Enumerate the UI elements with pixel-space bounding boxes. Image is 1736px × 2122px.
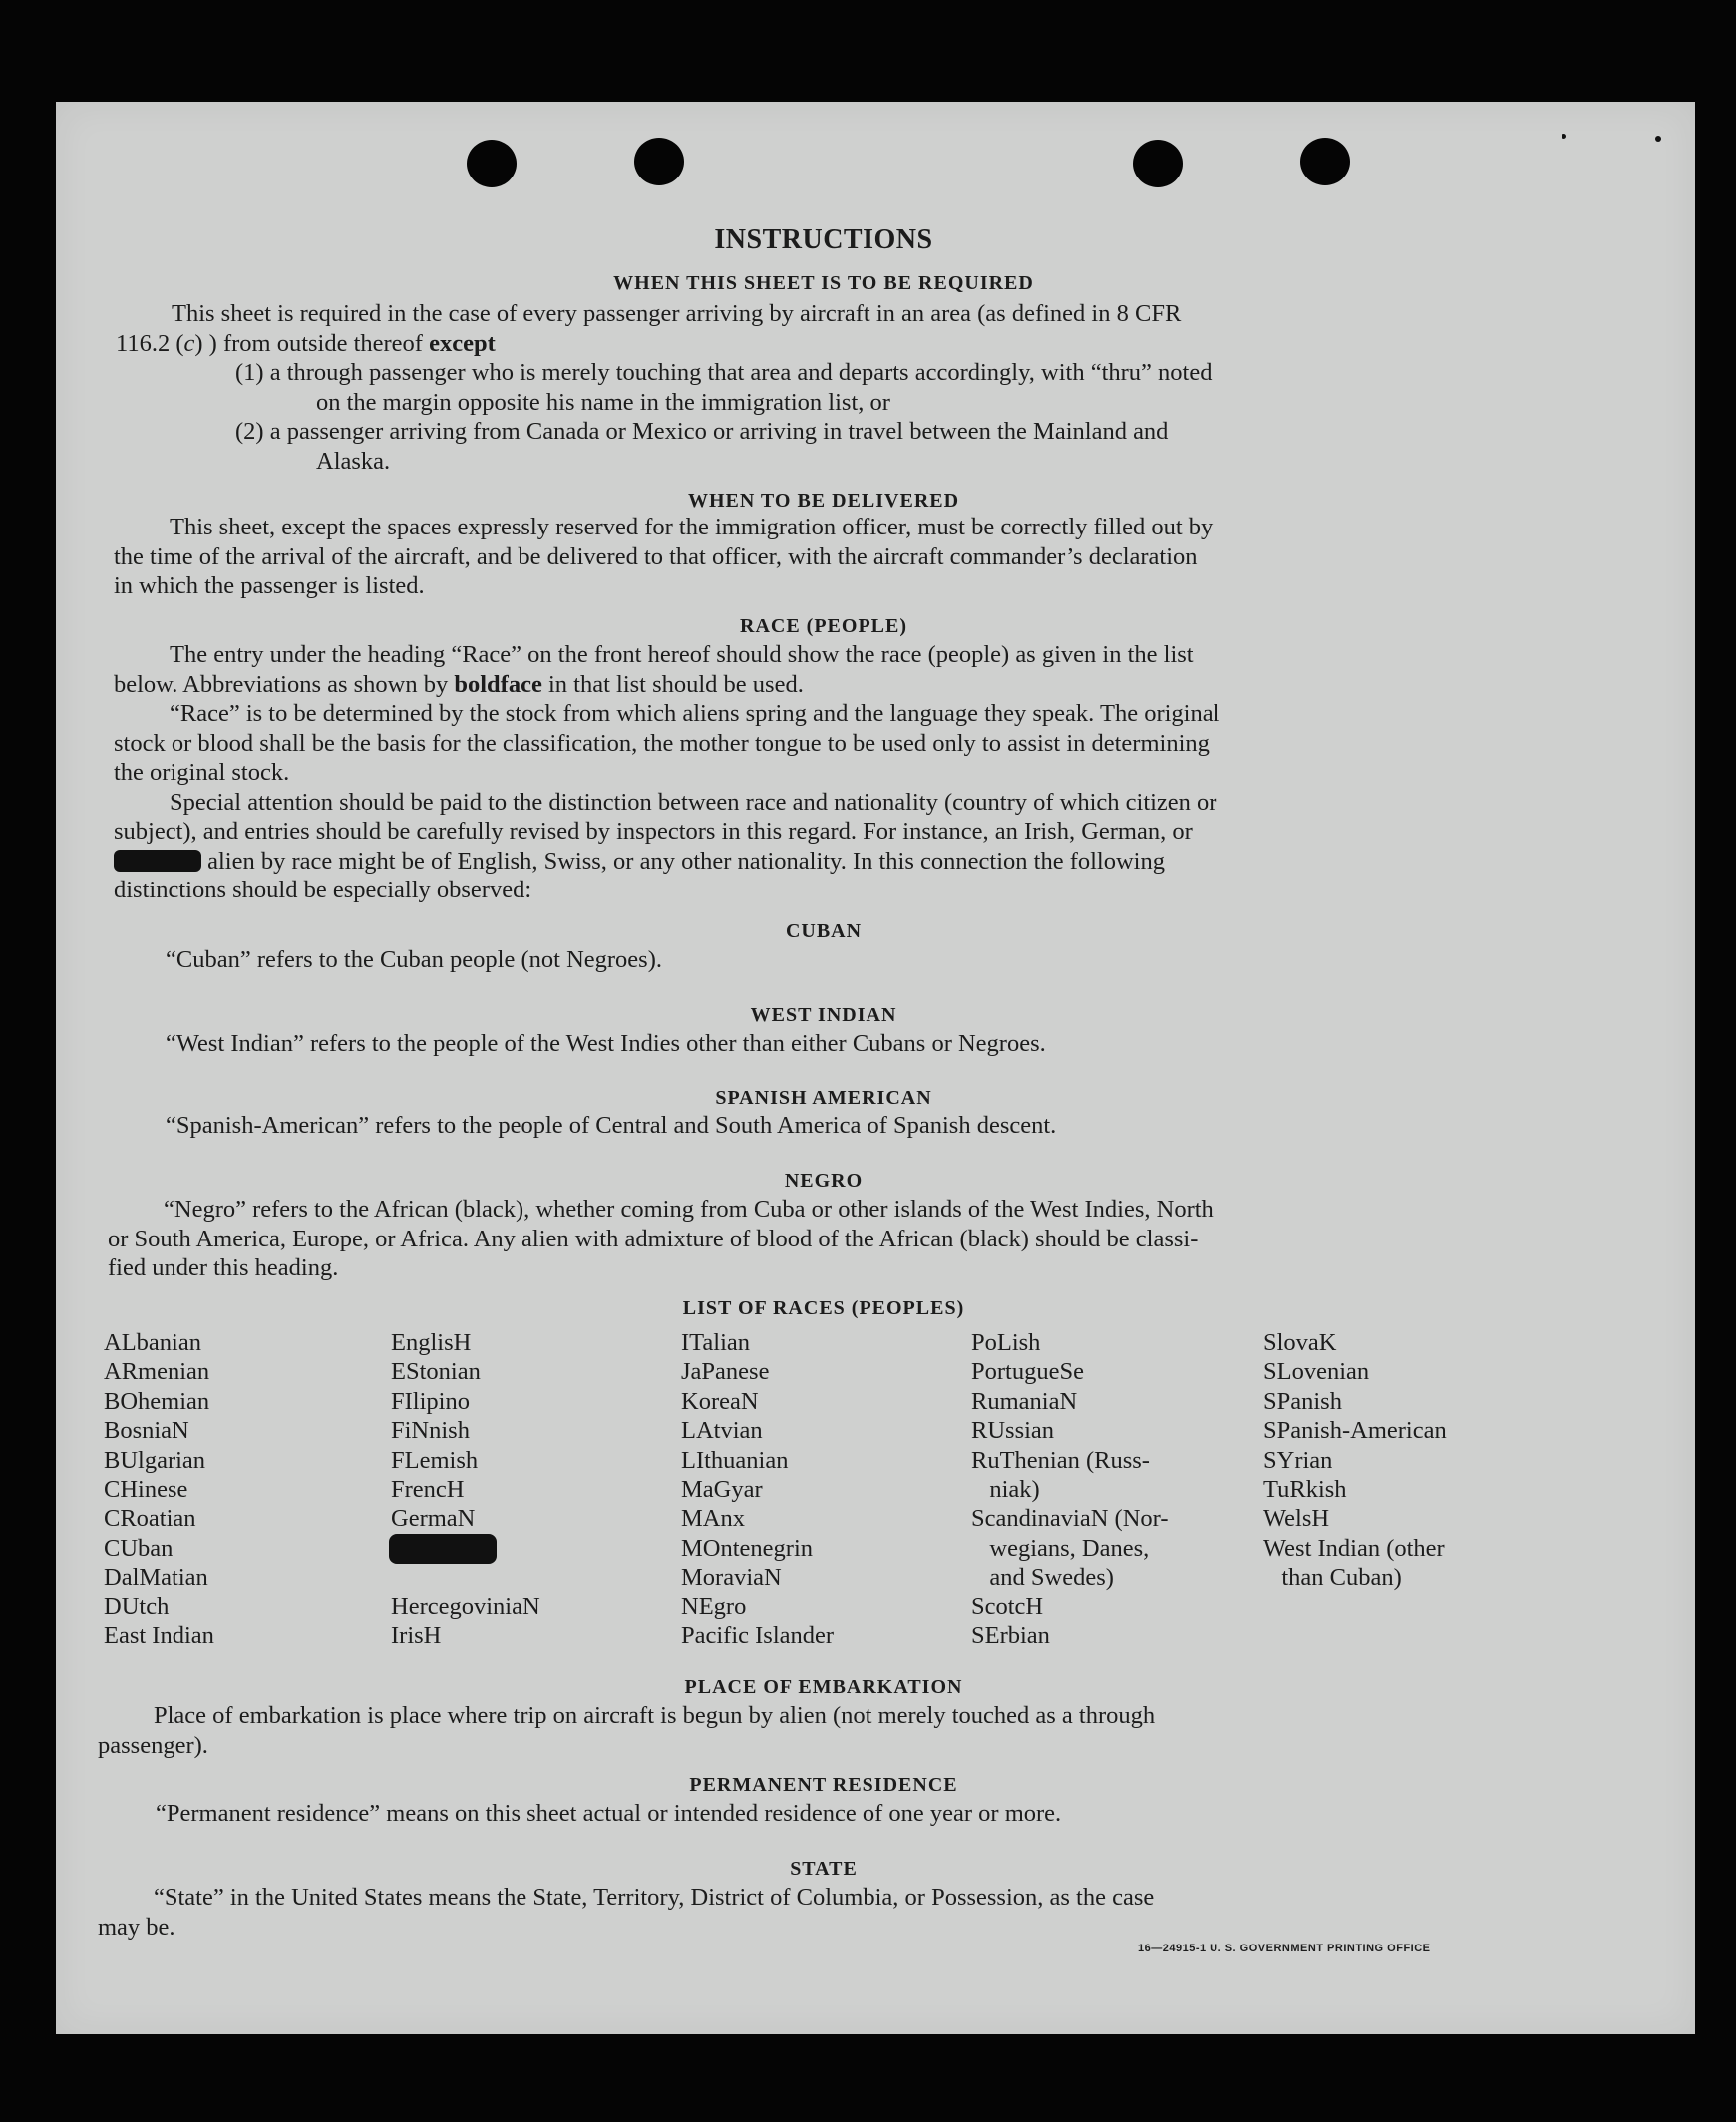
- races-column-3: [681, 1328, 834, 1650]
- text-line: below. Abbreviations as shown by boldface in that list should be used.: [114, 670, 804, 698]
- text-line: This sheet, except the spaces expressly reserved for the immigration officer, must be correctly filled out by: [170, 514, 1214, 540]
- text-line: Special attention should be paid to the distinction between race and nationality (country of which citizen or: [170, 788, 1217, 816]
- race-item: [391, 1563, 540, 1592]
- heading-embarkation: PLACE OF EMBARKATION: [684, 1676, 963, 1698]
- heading-negro: NEGRO: [784, 1170, 864, 1192]
- race-item: FIlipino: [391, 1387, 470, 1415]
- race-item: JaPanese: [681, 1358, 770, 1386]
- text-line: subject), and entries should be carefully revised by inspectors in this regard. For instance, an Irish, German, or: [114, 818, 1193, 845]
- race-item: SPanish: [1263, 1387, 1342, 1415]
- text-line: stock or blood shall be the basis for the classification, the mother tongue to be used only to assist in determining: [114, 729, 1210, 757]
- race-item: Pacific Islander: [681, 1622, 835, 1650]
- text-line: alien by race might be of English, Swiss, or any other nationality. In this connection the following: [114, 847, 1587, 877]
- heading-cuban: CUBAN: [785, 920, 863, 942]
- race-item: ITalian: [681, 1329, 751, 1356]
- paragraph-negro: [108, 1195, 1587, 1283]
- race-item: SErbian: [971, 1622, 1050, 1650]
- races-column-5: [1263, 1328, 1447, 1592]
- race-item: BUlgarian: [104, 1446, 206, 1474]
- text-line: on the margin opposite his name in the immigration list, or: [316, 388, 890, 416]
- race-item: SYrian: [1263, 1446, 1333, 1474]
- race-item: ScotcH: [971, 1592, 1044, 1620]
- race-item: PoLish: [971, 1329, 1041, 1356]
- race-item: CRoatian: [104, 1505, 196, 1533]
- text-line: distinctions should be especially observed:: [114, 877, 532, 903]
- race-item: RumaniaN: [971, 1387, 1078, 1415]
- races-column-2: [391, 1328, 540, 1650]
- race-item: MAnx: [681, 1505, 745, 1533]
- text-line: or South America, Europe, or Africa. Any alien with admixture of blood of the African (black) should be classi-: [108, 1225, 1199, 1252]
- text-line: fied under this heading.: [108, 1254, 339, 1281]
- text-west-indian: “West Indian” refers to the people of the West Indies other than either Cubans or Negroes.: [166, 1030, 1046, 1057]
- race-item: West Indian (other: [1263, 1534, 1445, 1562]
- race-item: than Cuban): [1263, 1564, 1402, 1592]
- list-item: (1) a through passenger who is merely touching that area and departs accordingly, with “thru” noted: [235, 359, 1213, 386]
- text-line: the time of the arrival of the aircraft, and be delivered to that officer, with the aircraft commander’s declaration: [114, 542, 1198, 570]
- paragraph-embarkation: [98, 1701, 1571, 1760]
- text-line: passenger).: [98, 1731, 208, 1759]
- race-item: ScandinaviaN (Nor-: [971, 1505, 1169, 1533]
- text-line: The entry under the heading “Race” on the front hereof should show the race (people) as given in the list: [170, 641, 1194, 668]
- race-item: SLovenian: [1263, 1358, 1370, 1386]
- race-item: MOntenegrin: [681, 1534, 813, 1562]
- race-item: MoraviaN: [681, 1564, 782, 1592]
- redaction-mark: [114, 850, 201, 872]
- page-title: INSTRUCTIONS: [714, 224, 933, 255]
- text-cuban: “Cuban” refers to the Cuban people (not Negroes).: [166, 946, 662, 973]
- race-item: DalMatian: [104, 1564, 208, 1592]
- text-permanent-residence: “Permanent residence” means on this sheet actual or intended residence of one year or more.: [156, 1800, 1062, 1827]
- text-line: Place of embarkation is place where trip on aircraft is begun by alien (not merely touched as a through: [154, 1702, 1156, 1729]
- document-body: [56, 102, 1695, 2034]
- race-item: GermaN: [391, 1505, 476, 1533]
- text-spanish-american: “Spanish-American” refers to the people of Central and South America of Spanish descent.: [166, 1112, 1057, 1139]
- text-line: “State” in the United States means the State, Territory, District of Columbia, or Possession, as the case: [154, 1884, 1155, 1911]
- race-item: CUban: [104, 1534, 174, 1562]
- heading-spanish-american: SPANISH AMERICAN: [715, 1087, 932, 1109]
- text-line: “Race” is to be determined by the stock from which aliens spring and the language they speak. The original: [170, 700, 1220, 727]
- race-item: SPanish-American: [1263, 1417, 1447, 1445]
- text-line: may be.: [98, 1913, 175, 1941]
- heading-west-indian: WEST INDIAN: [750, 1004, 897, 1026]
- race-item: EnglisH: [391, 1329, 472, 1356]
- text-line: 116.2 (c) ) from outside thereof except: [116, 329, 496, 357]
- race-item: LAtvian: [681, 1417, 763, 1445]
- race-item: and Swedes): [971, 1564, 1114, 1592]
- text-line: in which the passenger is listed.: [114, 572, 425, 599]
- race-item: PortugueSe: [971, 1358, 1084, 1386]
- race-item: LIthuanian: [681, 1446, 789, 1474]
- text-line: Alaska.: [316, 447, 391, 475]
- heading-list-of-races: LIST OF RACES (PEOPLES): [682, 1297, 965, 1319]
- race-item: FLemish: [391, 1446, 479, 1474]
- race-item: ARmenian: [104, 1358, 210, 1386]
- paragraph-race: [114, 640, 1587, 905]
- race-item: RUssian: [971, 1417, 1055, 1445]
- race-item: niak): [971, 1476, 1040, 1504]
- race-item: wegians, Danes,: [971, 1534, 1150, 1562]
- heading-when-required: WHEN THIS SHEET IS TO BE REQUIRED: [613, 272, 1034, 294]
- race-item: East Indian: [104, 1622, 214, 1650]
- redaction-mark: [389, 1534, 497, 1564]
- paragraph-when-delivered: [114, 513, 1587, 601]
- races-column-4: [971, 1328, 1168, 1650]
- race-item: FiNnish: [391, 1417, 470, 1445]
- race-item: CHinese: [104, 1476, 188, 1504]
- paragraph-when-required: [116, 299, 1587, 476]
- race-item: SlovaK: [1263, 1329, 1337, 1356]
- race-item: BosniaN: [104, 1417, 189, 1445]
- races-column-1: [104, 1328, 214, 1650]
- race-item: IrisH: [391, 1622, 442, 1650]
- heading-state: STATE: [790, 1858, 858, 1880]
- heading-race: RACE (PEOPLE): [740, 615, 907, 637]
- race-item: WelsH: [1263, 1505, 1330, 1533]
- race-item: TuRkish: [1263, 1476, 1347, 1504]
- race-item: BOhemian: [104, 1387, 210, 1415]
- race-item: HercegoviniaN: [391, 1592, 540, 1620]
- heading-permanent-residence: PERMANENT RESIDENCE: [689, 1774, 958, 1796]
- race-item: KoreaN: [681, 1387, 759, 1415]
- text-line: This sheet is required in the case of every passenger arriving by aircraft in an area (as defined in 8 CFR: [172, 300, 1182, 327]
- document-sheet: [56, 102, 1695, 2034]
- race-item: FrencH: [391, 1476, 465, 1504]
- race-item: ALbanian: [104, 1329, 201, 1356]
- printer-footer: 16—24915-1 U. S. GOVERNMENT PRINTING OFFICE: [1138, 1943, 1431, 1954]
- text-line: “Negro” refers to the African (black), whether coming from Cuba or other islands of the West Indies, North: [164, 1196, 1214, 1223]
- heading-when-delivered: WHEN TO BE DELIVERED: [687, 490, 960, 512]
- race-item: DUtch: [104, 1592, 170, 1620]
- race-item: EStonian: [391, 1358, 481, 1386]
- paragraph-state: [98, 1883, 1571, 1942]
- race-item: NEgro: [681, 1592, 747, 1620]
- race-item: MaGyar: [681, 1476, 763, 1504]
- list-item: (2) a passenger arriving from Canada or Mexico or arriving in travel between the Mainland and: [235, 418, 1169, 445]
- race-item: RuThenian (Russ-: [971, 1446, 1150, 1474]
- text-line: the original stock.: [114, 759, 290, 786]
